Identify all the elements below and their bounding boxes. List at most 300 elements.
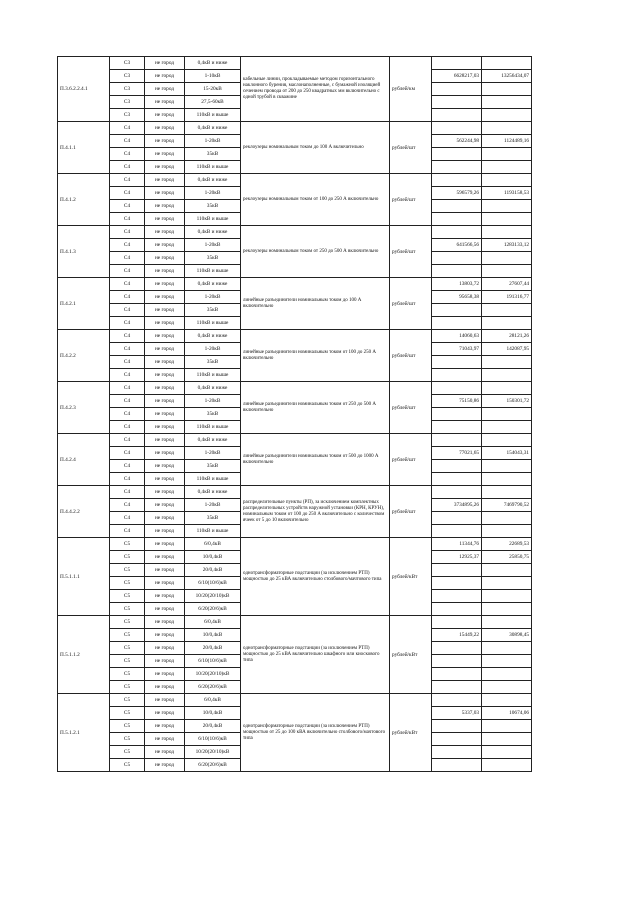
value-cell <box>482 759 532 772</box>
category-cell: С5 <box>110 655 145 668</box>
value-cell <box>432 96 482 109</box>
category-cell: С3 <box>110 109 145 122</box>
area-cell: не город <box>145 486 185 499</box>
value-cell <box>482 109 532 122</box>
area-cell: не город <box>145 681 185 694</box>
value-cell <box>482 733 532 746</box>
value-cell <box>432 668 482 681</box>
category-cell: С4 <box>110 213 145 226</box>
value-cell <box>432 473 482 486</box>
value-cell <box>432 109 482 122</box>
area-cell: не город <box>145 707 185 720</box>
category-cell: С3 <box>110 83 145 96</box>
value-cell <box>482 317 532 330</box>
value-cell <box>432 148 482 161</box>
voltage-cell: 110кВ и выше <box>185 265 241 278</box>
area-cell: не город <box>145 577 185 590</box>
unit-cell: рублей/шт <box>390 174 432 226</box>
value-cell <box>482 408 532 421</box>
voltage-cell: 35кВ <box>185 304 241 317</box>
value-cell: 596579,26 <box>432 187 482 200</box>
value-cell <box>482 642 532 655</box>
value-cell <box>482 564 532 577</box>
voltage-cell: 1-20кВ <box>185 447 241 460</box>
area-cell: не город <box>145 655 185 668</box>
voltage-cell: 6/20(20/6)кВ <box>185 759 241 772</box>
table-row <box>58 538 532 551</box>
area-cell: не город <box>145 759 185 772</box>
item-description: линейные разъединители номинальным током от 250 до 500 А включительно <box>241 382 390 434</box>
value-cell <box>482 434 532 447</box>
area-cell: не город <box>145 421 185 434</box>
category-cell: С4 <box>110 239 145 252</box>
value-cell: 1283133,12 <box>482 239 532 252</box>
category-cell: С5 <box>110 694 145 707</box>
category-cell: С5 <box>110 551 145 564</box>
table-row <box>58 174 532 187</box>
value-cell <box>432 382 482 395</box>
value-cell <box>482 421 532 434</box>
voltage-cell: 6/10(10/6)кВ <box>185 733 241 746</box>
value-cell <box>482 668 532 681</box>
item-description: кабельные линии, прокладываемые методом горизонтального наклонного бурения, маслонаполненные, с бумажной изоляцией сечением провода от 200 до 250 квадратных мм включительно с одной трубой в скважине <box>241 57 390 122</box>
value-cell <box>482 473 532 486</box>
voltage-cell: 20/0,4кВ <box>185 564 241 577</box>
value-cell <box>432 304 482 317</box>
value-cell <box>432 681 482 694</box>
category-cell: С4 <box>110 525 145 538</box>
category-cell: С5 <box>110 759 145 772</box>
value-cell <box>432 421 482 434</box>
value-cell <box>482 122 532 135</box>
value-cell <box>432 460 482 473</box>
category-cell: С5 <box>110 733 145 746</box>
value-cell <box>432 720 482 733</box>
area-cell: не город <box>145 551 185 564</box>
category-cell: С4 <box>110 304 145 317</box>
voltage-cell: 110кВ и выше <box>185 525 241 538</box>
item-code: П.4.2.2 <box>58 330 110 382</box>
area-cell: не город <box>145 408 185 421</box>
value-cell: 12925,37 <box>432 551 482 564</box>
value-cell <box>482 174 532 187</box>
category-cell: С4 <box>110 499 145 512</box>
value-cell <box>482 655 532 668</box>
voltage-cell: 6/0,4кВ <box>185 694 241 707</box>
area-cell: не город <box>145 265 185 278</box>
area-cell: не город <box>145 356 185 369</box>
item-description: реклоузеры номинальным током от 250 до 500 А включительно <box>241 226 390 278</box>
value-cell: 562244,98 <box>432 135 482 148</box>
area-cell: не город <box>145 642 185 655</box>
item-description: линейные разъединители номинальным током от 500 до 1000 А включительно <box>241 434 390 486</box>
value-cell: 13803,72 <box>432 278 482 291</box>
category-cell: С4 <box>110 395 145 408</box>
voltage-cell: 110кВ и выше <box>185 161 241 174</box>
voltage-cell: 10/0,4кВ <box>185 629 241 642</box>
area-cell: не город <box>145 200 185 213</box>
category-cell: С4 <box>110 382 145 395</box>
voltage-cell: 35кВ <box>185 356 241 369</box>
voltage-cell: 27,5-60кВ <box>185 96 241 109</box>
category-cell: С5 <box>110 681 145 694</box>
category-cell: С3 <box>110 96 145 109</box>
item-code: П.4.1.1 <box>58 122 110 174</box>
value-cell <box>432 590 482 603</box>
category-cell: С5 <box>110 668 145 681</box>
category-cell: С4 <box>110 421 145 434</box>
area-cell: не город <box>145 161 185 174</box>
area-cell: не город <box>145 83 185 96</box>
voltage-cell: 6/10(10/6)кВ <box>185 577 241 590</box>
voltage-cell: 6/20(20/6)кВ <box>185 681 241 694</box>
voltage-cell: 1-20кВ <box>185 499 241 512</box>
voltage-cell: 10/20(20/10)кВ <box>185 590 241 603</box>
voltage-cell: 35кВ <box>185 408 241 421</box>
voltage-cell: 110кВ и выше <box>185 213 241 226</box>
item-code: П.4.2.1 <box>58 278 110 330</box>
voltage-cell: 10/20(20/10)кВ <box>185 668 241 681</box>
area-cell: не город <box>145 694 185 707</box>
unit-cell: рублей/шт <box>390 434 432 486</box>
value-cell <box>432 174 482 187</box>
value-cell <box>482 57 532 70</box>
unit-cell: рублей/кВт <box>390 538 432 616</box>
category-cell: С4 <box>110 512 145 525</box>
category-cell: С5 <box>110 746 145 759</box>
value-cell: 71043,97 <box>432 343 482 356</box>
value-cell: 641566,56 <box>432 239 482 252</box>
voltage-cell: 15-20кВ <box>185 83 241 96</box>
category-cell: С4 <box>110 369 145 382</box>
area-cell: не город <box>145 668 185 681</box>
voltage-cell: 35кВ <box>185 460 241 473</box>
tariff-table <box>57 56 532 772</box>
value-cell: 30898,45 <box>482 629 532 642</box>
item-description: однотрансформаторные подстанции (за исключением РТП) мощностью от 25 до 100 кВА включительно столбового/мачтового типа <box>241 694 390 772</box>
item-code: П.4.4.2.2 <box>58 486 110 538</box>
area-cell: не город <box>145 317 185 330</box>
voltage-cell: 1-20кВ <box>185 239 241 252</box>
value-cell: 150301,72 <box>482 395 532 408</box>
voltage-cell: 110кВ и выше <box>185 421 241 434</box>
value-cell <box>432 694 482 707</box>
area-cell: не город <box>145 447 185 460</box>
item-code: П.5.1.1.1 <box>58 538 110 616</box>
area-cell: не город <box>145 603 185 616</box>
area-cell: не город <box>145 304 185 317</box>
value-cell <box>482 577 532 590</box>
value-cell <box>482 720 532 733</box>
category-cell: С4 <box>110 434 145 447</box>
item-description: реклоузеры номинальным током от 100 до 250 А включительно <box>241 174 390 226</box>
category-cell: С3 <box>110 57 145 70</box>
category-cell: С5 <box>110 538 145 551</box>
value-cell <box>432 122 482 135</box>
value-cell <box>482 96 532 109</box>
value-cell <box>482 161 532 174</box>
voltage-cell: 0,4кВ и ниже <box>185 57 241 70</box>
area-cell: не город <box>145 330 185 343</box>
item-description: реклоузеры номинальным током до 100 А включительно <box>241 122 390 174</box>
value-cell <box>482 252 532 265</box>
area-cell: не город <box>145 226 185 239</box>
value-cell <box>432 564 482 577</box>
category-cell: С4 <box>110 148 145 161</box>
value-cell <box>482 590 532 603</box>
voltage-cell: 6/0,4кВ <box>185 616 241 629</box>
item-description: линейные разъединители номинальным током от 100 до 250 А включительно <box>241 330 390 382</box>
value-cell: 154043,31 <box>482 447 532 460</box>
category-cell: С5 <box>110 629 145 642</box>
value-cell <box>482 525 532 538</box>
category-cell: С4 <box>110 265 145 278</box>
area-cell: не город <box>145 733 185 746</box>
area-cell: не город <box>145 629 185 642</box>
unit-cell: рублей/шт <box>390 330 432 382</box>
value-cell: 75150,86 <box>432 395 482 408</box>
area-cell: не город <box>145 187 185 200</box>
voltage-cell: 1-20кВ <box>185 187 241 200</box>
value-cell <box>432 603 482 616</box>
unit-cell: рублей/шт <box>390 382 432 434</box>
area-cell: не город <box>145 369 185 382</box>
voltage-cell: 1-20кВ <box>185 395 241 408</box>
value-cell <box>432 746 482 759</box>
unit-cell: рублей/шт <box>390 122 432 174</box>
area-cell: не город <box>145 213 185 226</box>
value-cell: 1124489,16 <box>482 135 532 148</box>
voltage-cell: 1-20кВ <box>185 343 241 356</box>
table-row <box>58 434 532 447</box>
value-cell: 14060,63 <box>432 330 482 343</box>
value-cell <box>432 733 482 746</box>
area-cell: не город <box>145 239 185 252</box>
item-code: П.5.1.2.1 <box>58 694 110 772</box>
value-cell: 95658,38 <box>432 291 482 304</box>
voltage-cell: 1-20кВ <box>185 135 241 148</box>
area-cell: не город <box>145 343 185 356</box>
category-cell: С4 <box>110 187 145 200</box>
value-cell <box>432 265 482 278</box>
value-cell <box>482 382 532 395</box>
value-cell: 15449,22 <box>432 629 482 642</box>
table-row <box>58 57 532 70</box>
area-cell: не город <box>145 70 185 83</box>
unit-cell: рублей/кВт <box>390 616 432 694</box>
value-cell: 13256434,07 <box>482 70 532 83</box>
category-cell: С4 <box>110 278 145 291</box>
voltage-cell: 0,4кВ и ниже <box>185 382 241 395</box>
table-row <box>58 226 532 239</box>
area-cell: не город <box>145 174 185 187</box>
item-code: П.5.1.1.2 <box>58 616 110 694</box>
area-cell: не город <box>145 252 185 265</box>
value-cell <box>432 434 482 447</box>
value-cell <box>482 603 532 616</box>
value-cell: 191316,77 <box>482 291 532 304</box>
area-cell: не город <box>145 278 185 291</box>
value-cell: 1193158,53 <box>482 187 532 200</box>
voltage-cell: 10/20(20/10)кВ <box>185 746 241 759</box>
area-cell: не город <box>145 135 185 148</box>
area-cell: не город <box>145 96 185 109</box>
unit-cell: рублей/шт <box>390 226 432 278</box>
category-cell: С4 <box>110 122 145 135</box>
voltage-cell: 0,4кВ и ниже <box>185 434 241 447</box>
category-cell: С4 <box>110 226 145 239</box>
category-cell: С5 <box>110 603 145 616</box>
voltage-cell: 110кВ и выше <box>185 369 241 382</box>
value-cell <box>482 746 532 759</box>
value-cell: 5337,03 <box>432 707 482 720</box>
item-description: однотрансформаторные подстанции (за исключением РТП) мощностью до 25 кВА включительно шкафного или киоскового типа <box>241 616 390 694</box>
voltage-cell: 0,4кВ и ниже <box>185 486 241 499</box>
unit-cell: рублей/шт <box>390 278 432 330</box>
value-cell <box>482 694 532 707</box>
category-cell: С5 <box>110 707 145 720</box>
table-row <box>58 486 532 499</box>
area-cell: не город <box>145 512 185 525</box>
voltage-cell: 0,4кВ и ниже <box>185 122 241 135</box>
category-cell: С5 <box>110 720 145 733</box>
voltage-cell: 20/0,4кВ <box>185 642 241 655</box>
category-cell: С4 <box>110 447 145 460</box>
area-cell: не город <box>145 746 185 759</box>
value-cell <box>482 460 532 473</box>
voltage-cell: 110кВ и выше <box>185 473 241 486</box>
category-cell: С4 <box>110 473 145 486</box>
value-cell <box>432 642 482 655</box>
voltage-cell: 35кВ <box>185 148 241 161</box>
item-code: П.4.1.2 <box>58 174 110 226</box>
value-cell: 77021,65 <box>432 447 482 460</box>
value-cell <box>482 213 532 226</box>
area-cell: не город <box>145 720 185 733</box>
value-cell <box>432 252 482 265</box>
category-cell: С4 <box>110 161 145 174</box>
item-code: П.3.6.2.2.4.1 <box>58 57 110 122</box>
value-cell <box>482 226 532 239</box>
area-cell: не город <box>145 538 185 551</box>
value-cell <box>432 512 482 525</box>
value-cell <box>432 356 482 369</box>
value-cell <box>432 369 482 382</box>
value-cell <box>482 148 532 161</box>
area-cell: не город <box>145 564 185 577</box>
area-cell: не город <box>145 148 185 161</box>
value-cell <box>482 356 532 369</box>
voltage-cell: 0,4кВ и ниже <box>185 226 241 239</box>
category-cell: С4 <box>110 252 145 265</box>
value-cell <box>482 304 532 317</box>
value-cell: 6628217,03 <box>432 70 482 83</box>
value-cell: 27607,44 <box>482 278 532 291</box>
area-cell: не город <box>145 57 185 70</box>
category-cell: С5 <box>110 577 145 590</box>
value-cell <box>482 512 532 525</box>
voltage-cell: 6/0,4кВ <box>185 538 241 551</box>
unit-cell: рублей/км <box>390 57 432 122</box>
value-cell: 7469790,52 <box>482 499 532 512</box>
value-cell: 28121,26 <box>482 330 532 343</box>
voltage-cell: 6/10(10/6)кВ <box>185 655 241 668</box>
value-cell: 142087,95 <box>482 343 532 356</box>
value-cell: 10674,06 <box>482 707 532 720</box>
value-cell <box>482 369 532 382</box>
value-cell <box>432 200 482 213</box>
voltage-cell: 35кВ <box>185 252 241 265</box>
voltage-cell: 20/0,4кВ <box>185 720 241 733</box>
table-row <box>58 122 532 135</box>
value-cell: 22689,53 <box>482 538 532 551</box>
category-cell: С5 <box>110 642 145 655</box>
value-cell <box>432 226 482 239</box>
value-cell <box>432 408 482 421</box>
value-cell <box>482 265 532 278</box>
value-cell <box>482 83 532 96</box>
area-cell: не город <box>145 434 185 447</box>
area-cell: не город <box>145 122 185 135</box>
category-cell: С4 <box>110 291 145 304</box>
value-cell <box>432 161 482 174</box>
voltage-cell: 10/0,4кВ <box>185 707 241 720</box>
area-cell: не город <box>145 616 185 629</box>
item-code: П.4.2.4 <box>58 434 110 486</box>
value-cell <box>482 486 532 499</box>
category-cell: С4 <box>110 408 145 421</box>
voltage-cell: 1-20кВ <box>185 291 241 304</box>
value-cell <box>432 655 482 668</box>
value-cell <box>432 57 482 70</box>
area-cell: не город <box>145 382 185 395</box>
voltage-cell: 0,4кВ и ниже <box>185 174 241 187</box>
area-cell: не город <box>145 395 185 408</box>
item-code: П.4.2.3 <box>58 382 110 434</box>
value-cell <box>432 486 482 499</box>
value-cell: 11344,76 <box>432 538 482 551</box>
voltage-cell: 110кВ и выше <box>185 317 241 330</box>
table-row <box>58 382 532 395</box>
value-cell <box>432 83 482 96</box>
table-row <box>58 616 532 629</box>
table-row <box>58 694 532 707</box>
area-cell: не город <box>145 525 185 538</box>
category-cell: С5 <box>110 616 145 629</box>
value-cell <box>432 213 482 226</box>
area-cell: не город <box>145 499 185 512</box>
table-row <box>58 330 532 343</box>
area-cell: не город <box>145 590 185 603</box>
table-row <box>58 278 532 291</box>
category-cell: С3 <box>110 70 145 83</box>
item-description: однотрансформаторные подстанции (за исключением РТП) мощностью до 25 кВА включительно столбового/мачтового типа <box>241 538 390 616</box>
unit-cell: рублей/кВт <box>390 694 432 772</box>
voltage-cell: 10/0,4кВ <box>185 551 241 564</box>
value-cell <box>432 616 482 629</box>
category-cell: С5 <box>110 590 145 603</box>
category-cell: С4 <box>110 200 145 213</box>
category-cell: С4 <box>110 317 145 330</box>
voltage-cell: 35кВ <box>185 200 241 213</box>
value-cell <box>432 317 482 330</box>
value-cell <box>482 200 532 213</box>
category-cell: С5 <box>110 564 145 577</box>
value-cell <box>482 616 532 629</box>
item-description: линейные разъединители номинальным током до 100 А включительно <box>241 278 390 330</box>
category-cell: С4 <box>110 135 145 148</box>
value-cell <box>432 759 482 772</box>
